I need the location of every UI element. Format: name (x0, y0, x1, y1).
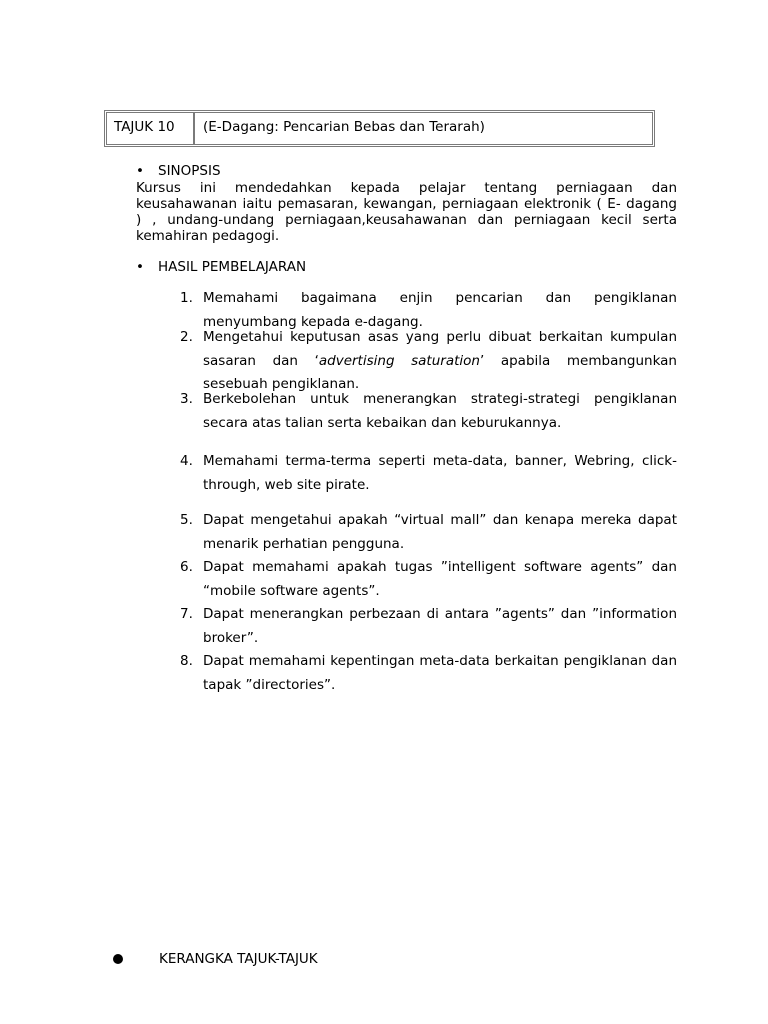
framework-heading (113, 951, 318, 967)
bullet-icon (113, 954, 123, 964)
topic-title-table (104, 110, 655, 147)
item-number: 6. (180, 559, 193, 575)
list-item (180, 603, 677, 650)
item-text: Dapat menerangkan perbezaan di antara ”agents” dan ”information broker”. (203, 606, 677, 646)
bullet-icon: • (136, 259, 144, 275)
item-text: Dapat mengetahui apakah “virtual mall” dan kenapa mereka dapat menarik perhatian pengguna. (203, 512, 677, 552)
framework-heading-label: KERANGKA TAJUK-TAJUK (159, 951, 318, 967)
list-item (180, 509, 677, 556)
topic-number: TAJUK 10 (107, 113, 195, 144)
synopsis-text: Kursus ini mendedahkan kepada pelajar tentang perniagaan dan keusahawanan iaitu pemasaran, kewangan, perniagaan elektronik ( E- dagang ) , undang-undang perniagaan,keusahawanan dan perniagaan kecil serta kemahiran pedagogi. (136, 180, 677, 244)
item-text: Berkebolehan untuk menerangkan strategi-strategi pengiklanan secara atas talian serta kebaikan dan keburukannya. (203, 391, 677, 431)
item-text: Memahami terma-terma seperti meta-data, banner, Webring, click-through, web site pirate. (203, 453, 677, 493)
synopsis-heading-label: SINOPSIS (158, 163, 221, 179)
item-number: 4. (180, 453, 193, 469)
item-number: 3. (180, 391, 193, 407)
list-item (180, 450, 677, 497)
item-number: 5. (180, 512, 193, 528)
item-text: Memahami bagaimana enjin pencarian dan pengiklanan menyumbang kepada e-dagang. (203, 290, 677, 330)
list-item (180, 650, 677, 697)
item-text: Dapat memahami apakah tugas ”intelligent software agents” dan “mobile software agents”. (203, 559, 677, 599)
item-number: 7. (180, 606, 193, 622)
item-number: 2. (180, 329, 193, 345)
item-text: Mengetahui keputusan asas yang perlu dibuat berkaitan kumpulan sasaran dan ‘advertising saturation’ apabila membangunkan sesebuah pengiklanan. (203, 329, 677, 392)
list-item (180, 556, 677, 603)
item-number: 8. (180, 653, 193, 669)
list-item (180, 388, 677, 435)
bullet-icon: • (136, 163, 144, 179)
item-number: 1. (180, 290, 193, 306)
topic-title: (E-Dagang: Pencarian Bebas dan Terarah) (203, 119, 485, 135)
synopsis-heading (136, 163, 221, 179)
outcomes-heading (136, 259, 306, 275)
list-item (180, 326, 677, 397)
outcomes-heading-label: HASIL PEMBELAJARAN (158, 259, 307, 275)
item-text: Dapat memahami kepentingan meta-data berkaitan pengiklanan dan tapak ”directories”. (203, 653, 677, 693)
italic-term: advertising saturation (318, 352, 480, 369)
